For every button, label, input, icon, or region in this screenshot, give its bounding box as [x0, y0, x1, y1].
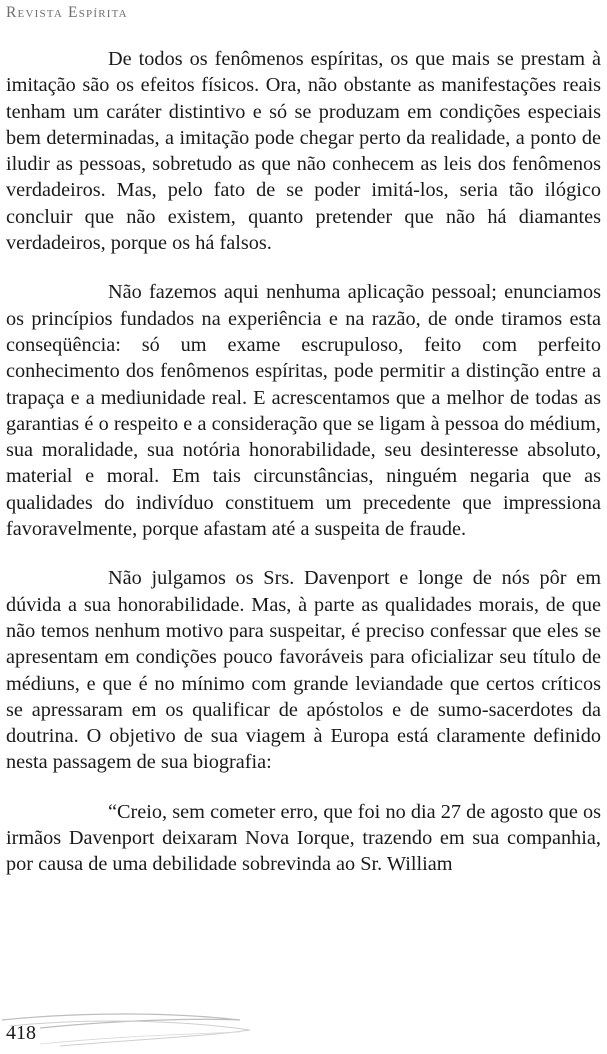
paragraph-3: Não julgamos os Srs. Davenport e longe de nós pôr em dúvida a sua honorabilidade. Mas, à parte as qualidades morais, de que não temos nenhum motivo para suspeitar, é preciso confessar que eles se apresentam em condições pouco favoráveis para oficializar seu título de médiuns, e que é no mínimo com grande leviandade que certos críticos se apressaram em os qualificar de apóstolos e de sumo-sacerdotes da doutrina. O objetivo de sua viagem à Europa está claramente definido nesta passagem de sua biografia: [6, 567, 601, 774]
paragraph-4: “Creio, sem cometer erro, que foi no dia 27 de agosto que os irmãos Davenport deixaram Nova Iorque, trazendo em sua companhia, por causa de uma debilidade sobrevinda ao Sr. William [6, 800, 601, 876]
body-text [6, 46, 601, 901]
paragraph-1: De todos os fenômenos espíritas, os que mais se prestam à imitação são os efeitos físicos. Ora, não obstante as manifestações reais tenham um caráter distintivo e só se produzam em condições especiais bem determinadas, a imitação pode chegar perto da realidade, a ponto de iludir as pessoas, sobretudo as que não conhecem as leis dos fenômenos verdadeiros. Mas, pelo fato de se poder imitá-los, seria tão ilógico concluir que não existem, quanto pretender que não há diamantes verdadeiros, porque os há falsos. [6, 48, 601, 255]
running-header: Revista Espírita [6, 4, 128, 21]
page-number: 418 [6, 1022, 36, 1044]
footer-swoosh-ornament [0, 1006, 360, 1054]
paragraph-2: Não fazemos aqui nenhuma aplicação pessoal; enunciamos os princípios fundados na experiência e na razão, de onde tiramos esta conseqüência: só um exame escrupuloso, feito com perfeito conhecimento dos fenômenos espíritas, pode permitir a distinção entre a trapaça e a mediunidade real. E acrescentamos que a melhor de todas as garantias é o respeito e a consideração que se ligam à pessoa do médium, sua moralidade, sua notória honorabilidade, seu desinteresse absoluto, material e moral. Em tais circunstâncias, ninguém negaria que as qualidades do indivíduo constituem um precedente que impressiona favoravelmente, porque afastam até a suspeita de fraude. [6, 281, 601, 541]
